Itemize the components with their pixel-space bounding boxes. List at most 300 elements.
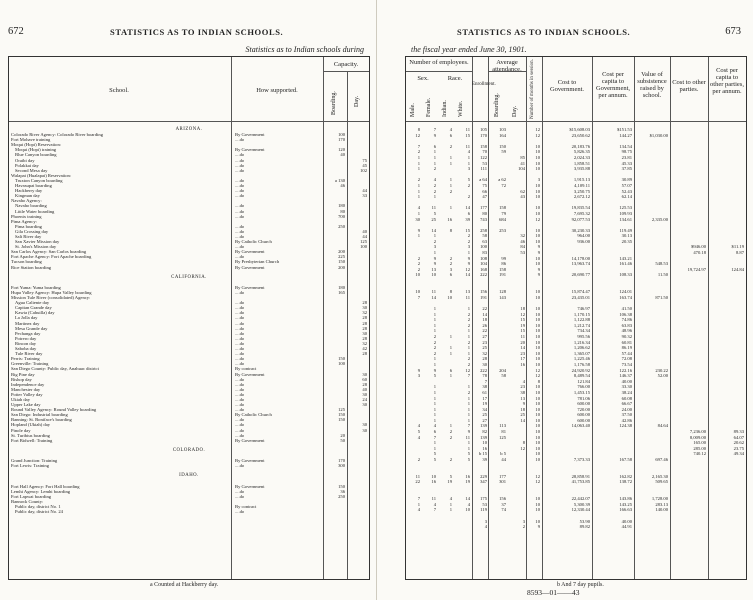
indian-count: 1	[449, 154, 452, 160]
enrollment: 66	[482, 188, 487, 194]
cost-to-government: 1,453.15	[573, 389, 590, 395]
male-count: 1	[417, 501, 420, 507]
capacity-day: 40	[362, 228, 367, 234]
enrollment: 222	[480, 272, 487, 278]
attendance-day: 23	[520, 384, 525, 390]
female-count: 1	[433, 154, 436, 160]
cost-per-capita: 45.33	[621, 160, 632, 166]
how-supported: ....do	[235, 361, 245, 367]
female-count: 10	[431, 473, 436, 479]
school-name: Round Valley Agency: Round Valley boarding	[11, 407, 97, 413]
cost-per-capita: 119.49	[619, 227, 632, 233]
subsistence-value: 548.53	[655, 261, 668, 267]
enrollment: 30	[482, 361, 487, 367]
enrollment: 100	[480, 244, 487, 250]
cost-to-government: 20,183.76	[571, 143, 590, 149]
male-count: 1	[417, 160, 420, 166]
cost-per-capita: 52.43	[621, 188, 632, 194]
white-count: 1	[467, 395, 470, 401]
months-in-session: 10	[535, 384, 540, 390]
indian-count: 2	[449, 255, 452, 261]
male-count: 4	[417, 423, 420, 429]
female-count: 1	[433, 322, 436, 328]
female-count: 9	[433, 255, 436, 261]
capacity-boarding: 120	[338, 147, 345, 153]
white-count: 1	[467, 250, 470, 256]
female-count: 6	[433, 429, 436, 435]
months-in-session: 10	[535, 227, 540, 233]
female-count: 1	[433, 149, 436, 155]
school-name: Moqui (Hopi) Reservation:	[11, 142, 62, 148]
capacity-day: 44	[362, 233, 367, 239]
enrollment: 26	[482, 322, 487, 328]
how-supported-header: How supported.	[256, 87, 298, 94]
female-count: 5	[433, 457, 436, 463]
months-in-session: 9	[537, 272, 540, 278]
white-count: 2	[467, 389, 470, 395]
white-count: 11	[465, 143, 470, 149]
months-in-session: 10	[535, 361, 540, 367]
cost-to-government: 2,024.33	[573, 154, 590, 160]
attendance-boarding: 143	[499, 294, 506, 300]
attendance-day: 4	[522, 378, 525, 384]
cost-per-capita: 40.00	[621, 518, 632, 524]
male-count: 30	[415, 216, 420, 222]
cost-per-capita: 143.86	[619, 496, 632, 502]
female-count: 7	[433, 507, 436, 513]
capacity-boarding: 250	[338, 223, 345, 229]
white-count: 5	[467, 177, 470, 183]
how-supported: ....do	[235, 351, 245, 357]
months-in-session: 12	[535, 373, 540, 379]
indian-count: 6	[449, 272, 452, 278]
cost-per-capita: 124.38	[619, 423, 632, 429]
cost-to-government: 5,826.35	[573, 149, 590, 155]
months-in-session: 10	[535, 518, 540, 524]
attendance-day: 41	[520, 160, 525, 166]
how-supported: ....do	[235, 177, 245, 183]
female-count: 1	[433, 417, 436, 423]
male-count: 7	[417, 143, 420, 149]
female-count: 11	[431, 496, 436, 502]
capacity-boarding: 80	[340, 208, 345, 214]
cost-per-capita: 125.53	[619, 205, 632, 211]
cost-per-capita: 41.50	[621, 306, 632, 311]
white-count: 10	[465, 507, 470, 513]
how-supported: ....do	[235, 162, 245, 168]
attendance-header: Average attendance.	[492, 59, 522, 73]
cost-to-government: 781.06	[577, 395, 590, 401]
att-day-header: Day.	[512, 105, 518, 117]
attendance-day: 16	[520, 361, 525, 367]
attendance-boarding: 44	[501, 457, 506, 463]
cost-per-capita: 108.33	[619, 272, 632, 278]
section-heading: ARIZONA.	[175, 127, 203, 132]
capacity-boarding: 125	[338, 407, 345, 413]
enrollment: 34	[482, 406, 487, 412]
subsistence-value: 230.22	[655, 367, 668, 373]
cost-per-capita: 106.38	[619, 311, 632, 317]
male-count: 4	[417, 434, 420, 440]
how-supported: ....do	[235, 152, 245, 158]
enrollment: 170	[480, 132, 487, 138]
cost-to-government: 23,650.62	[571, 132, 590, 138]
months-in-session: 10	[535, 333, 540, 339]
cost-per-capita: 162.82	[619, 473, 632, 479]
cost-per-capita-other: 8.87	[735, 250, 744, 256]
how-supported: By Catholic Church	[235, 239, 272, 245]
how-supported: ....do	[235, 346, 245, 352]
table-row	[9, 509, 369, 514]
months-in-session: 10	[535, 194, 540, 200]
enrollment: 139	[480, 434, 487, 440]
cost-to-other: 8,009.00	[689, 434, 706, 440]
indian-count: 2	[449, 429, 452, 435]
how-supported: By contract	[235, 503, 257, 509]
male-header: Male.	[410, 103, 416, 117]
indian-count: 6	[449, 132, 452, 138]
male-count: 22	[415, 479, 420, 485]
attendance-day: 8	[522, 440, 525, 446]
how-supported: ....do	[235, 290, 245, 295]
female-count: 1	[433, 328, 436, 334]
male-count: 8	[417, 127, 420, 132]
school-name: Second Mesa day	[15, 167, 48, 173]
female-count: 1	[433, 384, 436, 390]
indian-count: 1	[449, 350, 452, 356]
attendance-boarding: 72	[501, 182, 506, 188]
attendance-boarding: 684	[499, 216, 506, 222]
months-in-session: 10	[535, 395, 540, 401]
cost-to-government: 28,858.91	[571, 473, 590, 479]
employees-header: Number of employees.	[409, 59, 469, 66]
months-in-session: 10	[535, 205, 540, 211]
enrollment: 122	[480, 154, 487, 160]
enrollment: 16	[482, 445, 487, 451]
capacity-boarding: 300	[338, 463, 345, 469]
enrollment: 105	[480, 127, 487, 132]
cost-to-government: 14,178.00	[571, 255, 590, 261]
male-count: 3	[417, 373, 420, 379]
subsistence-value: 11.50	[657, 272, 668, 278]
enrollment: 229	[480, 473, 487, 479]
indian-count: 8	[449, 227, 452, 233]
school-name: St. John's Mission day	[15, 244, 57, 250]
capacity-boarding: 150	[338, 417, 345, 423]
female-count: 14	[431, 294, 436, 300]
male-count: 5	[417, 429, 420, 435]
school-name: Fort Lewis: Training	[11, 463, 50, 469]
attendance-boarding: 158	[499, 205, 506, 211]
attendance-day: 84	[520, 244, 525, 250]
school-header: School.	[109, 87, 129, 94]
school-name: Fort Mohave training	[11, 137, 51, 143]
indian-count: 4	[449, 127, 452, 132]
attendance-day: 53	[520, 250, 525, 256]
school-name: Manchester day	[11, 386, 41, 392]
right-rows	[406, 127, 746, 530]
how-supported: ....do	[235, 493, 245, 499]
capacity-day: 30	[362, 391, 367, 397]
enrollment: 111	[480, 166, 487, 172]
white-count: 16	[465, 473, 470, 479]
school-name: La Jolla day	[15, 315, 38, 321]
section-heading: COLORADO.	[172, 447, 206, 453]
how-supported: ....do	[235, 488, 245, 494]
enrollment: 18	[482, 317, 487, 323]
how-supported: ....do	[235, 305, 245, 311]
cost-per-capita-other: $11.19	[731, 244, 744, 250]
cost-per-capita: 86.19	[621, 345, 632, 351]
school-name: Oraibi day	[15, 157, 35, 163]
school-name: Navaho Agency:	[11, 198, 42, 204]
indian-count: 1	[449, 423, 452, 429]
white-count: 15	[465, 227, 470, 233]
enrollment: 80	[482, 210, 487, 216]
how-supported: ....do	[235, 137, 245, 143]
cost-per-capita: 37.50	[621, 412, 632, 418]
enrollment: 82	[482, 429, 487, 435]
enrollment: 4	[484, 524, 487, 530]
female-header: Female.	[426, 97, 432, 117]
capacity-day: 30	[362, 422, 367, 428]
capacity-boarding: 250	[338, 493, 345, 499]
cost-to-government: 3,935.88	[573, 166, 590, 172]
school-name: Mesa Grande day	[15, 325, 48, 331]
indian-count: 1	[449, 373, 452, 379]
how-supported: By Government	[235, 284, 265, 290]
cost-per-capita: 66.67	[621, 401, 632, 407]
attendance-day: 15	[520, 328, 525, 334]
enrollment: 58	[482, 233, 487, 239]
capacity-boarding: 46	[340, 183, 345, 189]
months-in-session: 10	[535, 210, 540, 216]
cost-to-government: 14,063.40	[571, 423, 590, 429]
cost-per-capita-other: 89.33	[733, 429, 744, 435]
months-in-session: 10	[535, 160, 540, 166]
att-boarding-header: Boarding.	[494, 93, 500, 117]
capacity-boarding: 150	[338, 483, 345, 489]
capacity-boarding: 100	[338, 132, 345, 138]
capacity-boarding: 50	[340, 437, 345, 443]
capacity-day: 30	[362, 330, 367, 336]
enrollment: 53	[482, 160, 487, 166]
cost-to-government: 1,206.62	[573, 345, 590, 351]
how-supported: ....do	[235, 244, 245, 250]
cost-to-government: 1,176.58	[573, 361, 590, 367]
cost-other-header: Cost to other parties.	[672, 79, 706, 93]
cost-to-other: 285.00	[693, 445, 706, 451]
white-count: 1	[467, 417, 470, 423]
cost-per-capita: 24.00	[621, 406, 632, 412]
enrollment: 119	[480, 507, 487, 513]
capacity-day: 75	[362, 157, 367, 163]
months-in-session: 10	[535, 434, 540, 440]
cost-per-capita: 122.16	[619, 367, 632, 373]
months-in-session: 10	[535, 429, 540, 435]
indian-count: 19	[447, 479, 452, 485]
cost-per-capita: 63.83	[621, 322, 632, 328]
months-in-session: 10	[535, 233, 540, 239]
enrollment: 19	[482, 401, 487, 407]
female-count: 13	[431, 266, 436, 272]
white-count: 1	[467, 345, 470, 351]
school-name: Fort Lapwai boarding	[11, 493, 52, 499]
female-count: 2	[433, 339, 436, 345]
how-supported: By Government	[235, 249, 265, 255]
school-name: Independence day	[11, 381, 45, 387]
attendance-day: 3	[522, 518, 525, 524]
cost-per-capita: 33.30	[621, 384, 632, 390]
subsistence-value: 509.65	[655, 479, 668, 485]
attendance-day: 32	[520, 233, 525, 239]
attendance-day: 12	[520, 311, 525, 317]
female-count: 1	[433, 160, 436, 166]
attendance-day: 62	[520, 188, 525, 194]
female-count: 1	[433, 389, 436, 395]
cost-to-government: 734.34	[577, 328, 590, 334]
male-count: 11	[415, 473, 420, 479]
indian-count: 8	[449, 289, 452, 295]
school-name: Public day, district No. 24	[15, 509, 63, 515]
enrollment: 75	[482, 182, 487, 188]
white-count: 1	[467, 333, 470, 339]
footnote-right: b And 7 day pupils.	[557, 582, 604, 588]
cost-per-capita: 163.74	[619, 294, 632, 300]
male-count: 4	[417, 205, 420, 211]
cost-per-capita: 146.37	[619, 373, 632, 379]
attendance-day: 17	[520, 356, 525, 362]
cost-to-government: 12,330.44	[571, 507, 590, 513]
subsistence-value: $1,030.00	[649, 132, 668, 138]
cost-per-capita: 62.14	[621, 194, 632, 200]
enrollment: 158	[480, 143, 487, 149]
cost-per-capita: 73.54	[621, 361, 632, 367]
costs-table	[405, 56, 747, 580]
attendance-boarding: 81	[501, 429, 506, 435]
cost-per-capita: 23.81	[621, 154, 632, 160]
attendance-day: 11	[520, 333, 525, 339]
cost-per-capita: 57.44	[621, 350, 632, 356]
table-row	[406, 524, 746, 530]
cost-per-capita-other: 64.07	[733, 434, 744, 440]
cost-to-government: 22,442.07	[571, 496, 590, 502]
enrollment: 47	[482, 194, 487, 200]
attendance-boarding: 164	[499, 132, 506, 138]
months-in-session: 10	[535, 345, 540, 351]
enrollment: 70	[482, 149, 487, 155]
months-in-session: 10	[535, 294, 540, 300]
female-count: 6	[433, 143, 436, 149]
how-supported: ....do	[235, 300, 245, 306]
capacity-boarding: a 130	[334, 177, 345, 183]
section-heading: IDAHO.	[179, 473, 199, 479]
enrollment: 22	[482, 306, 487, 311]
school-name: Grand Junction: Training	[11, 458, 58, 464]
enrollment: 175	[480, 496, 487, 502]
school-name: Fort Apache Agency: Fort Apache boarding	[11, 254, 92, 260]
months-in-session: 10	[535, 389, 540, 395]
capacity-day: 28	[362, 335, 367, 341]
school-name: San Xavier Mission day	[15, 239, 60, 245]
attendance-boarding: 150	[499, 143, 506, 149]
enrollment: 168	[480, 266, 487, 272]
female-count: 1	[433, 317, 436, 323]
cost-to-government: 89.82	[579, 524, 590, 530]
male-count: 1	[417, 210, 420, 216]
enrollment: 222	[480, 367, 487, 373]
enrollment: 27	[482, 417, 487, 423]
enrollment: 139	[480, 423, 487, 429]
male-count: 12	[415, 132, 420, 138]
page-number-left: 672	[8, 26, 24, 37]
school-name: Lemhi Agency: Lemhi boarding	[11, 488, 71, 494]
section-heading: CALIFORNIA.	[171, 274, 207, 280]
sex-header: Sex.	[417, 75, 429, 82]
cost-per-capita-other: 124.84	[731, 266, 744, 272]
cost-to-government: 1,170.15	[573, 311, 590, 317]
attendance-boarding: 58	[501, 373, 506, 379]
school-name: Blue Canyon boarding	[15, 152, 57, 158]
male-count: 10	[415, 272, 420, 278]
how-supported: ....do	[235, 330, 245, 336]
attendance-day: 2	[522, 524, 525, 530]
attendance-boarding: 253	[499, 227, 506, 233]
cost-to-government: 8,489.54	[573, 373, 590, 379]
white-count: 1	[467, 440, 470, 446]
school-name: Havasupai boarding	[15, 183, 52, 189]
indian-count: 5	[449, 473, 452, 479]
how-supported: ....do	[235, 223, 245, 229]
male-count: 2	[417, 255, 420, 261]
capacity-day: 125	[360, 239, 367, 245]
cost-per-capita-other: 20.62	[733, 440, 744, 446]
school-name: Upper Lake day	[11, 402, 41, 408]
enrollment: 25	[482, 412, 487, 418]
capacity-day-header: Day.	[354, 95, 360, 107]
enrollment: 23	[482, 339, 487, 345]
capacity-day: 28	[362, 351, 367, 357]
capacity-day: 28	[362, 381, 367, 387]
subsistence-value: 871.50	[655, 294, 668, 300]
how-supported: ....do	[235, 320, 245, 326]
how-supported: By Government	[235, 147, 265, 153]
cost-to-government: 13,963.74	[571, 261, 590, 267]
cost-per-capita-other: 23.75	[733, 445, 744, 451]
white-count: 11	[465, 127, 470, 132]
how-supported: By Catholic Church	[235, 412, 272, 418]
female-count: 1	[433, 306, 436, 311]
subsistence-value: 2,165.30	[651, 473, 668, 479]
capacity-boarding: 180	[338, 203, 345, 209]
white-count: 7	[467, 423, 470, 429]
school-name: Walapai (Hualapai) Reservation:	[11, 172, 72, 178]
enrollment: 347	[480, 479, 487, 485]
cost-to-government: 1,915.13	[573, 177, 590, 183]
cost-per-capita: 90.32	[621, 333, 632, 339]
white-count: 3	[467, 244, 470, 250]
female-count: 5	[433, 451, 436, 457]
attendance-boarding: 158	[499, 266, 506, 272]
subsistence-value: 697.46	[655, 457, 668, 463]
cost-per-capita: 138.72	[619, 479, 632, 485]
cost-to-government: 995.56	[577, 333, 590, 339]
attendance-day: 14	[520, 345, 525, 351]
months-in-session: 10	[535, 261, 540, 267]
indian-count: 6	[449, 367, 452, 373]
attendance-boarding: 128	[499, 289, 506, 295]
white-count: 14	[465, 272, 470, 278]
